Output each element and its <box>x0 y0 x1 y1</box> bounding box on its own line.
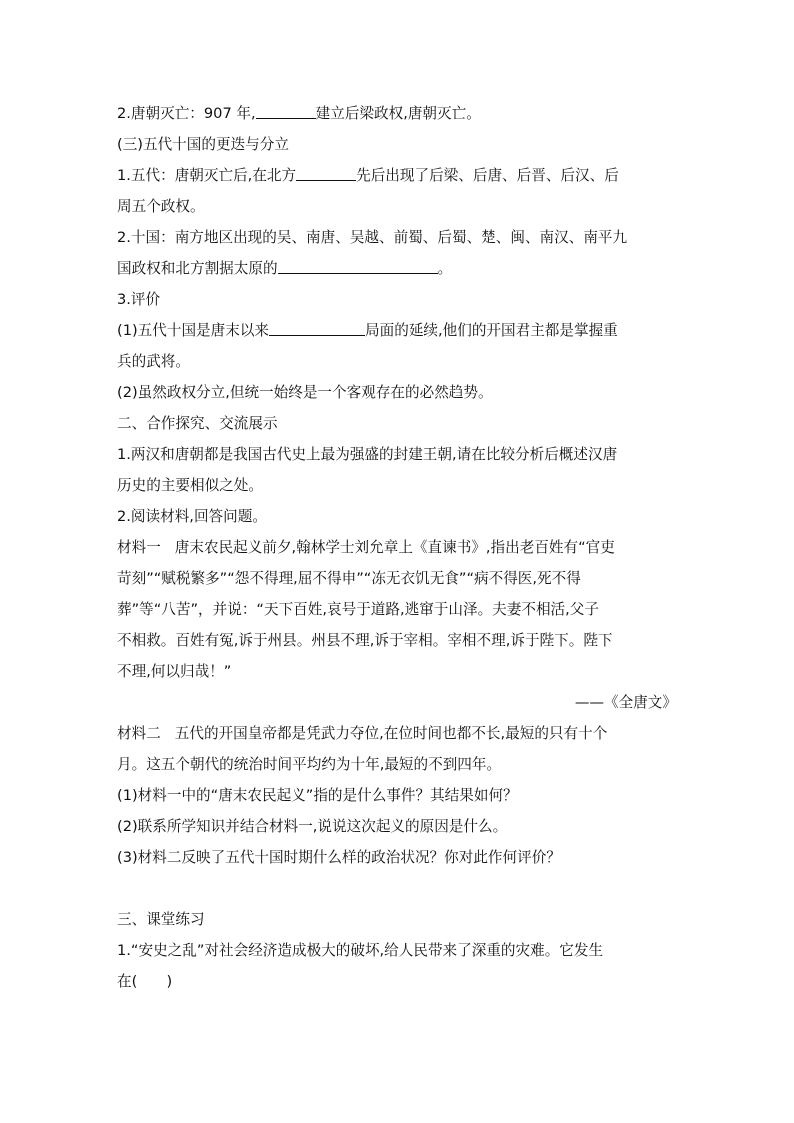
sub-question-1: (1)材料一中的“唐末农民起义”指的是什么事件？其结果如何？ <box>117 787 518 804</box>
evaluation-p1-prefix: (1)五代十国是唐末以来 <box>117 322 270 339</box>
material-1-label: 材料一 <box>117 539 161 556</box>
evaluation-point-1-cont: 兵的武将。 <box>117 353 190 370</box>
question-1-line-2: 历史的主要相似之处。 <box>117 477 263 494</box>
shiguo-line-1: 2.十国：南方地区出现的吴、南唐、吴越、前蜀、后蜀、楚、闽、南汉、南平九 <box>117 229 628 246</box>
material-2-line-2: 月。这五个朝代的统治时间平均约为十年,最短的不到四年。 <box>117 756 502 773</box>
material-1-line-2: 苛刻”“赋税繁多”“怨不得理,屈不得申”“冻无衣饥无食”“病不得医,死不得 <box>117 570 581 587</box>
shiguo-prefix: 国政权和北方割据太原的 <box>117 260 278 277</box>
shiguo-suffix: 。 <box>437 260 453 277</box>
material-2-label: 材料二 <box>117 725 161 742</box>
sub-question-3: (3)材料二反映了五代十国时期什么样的政治状况？你对此作何评价？ <box>117 849 561 866</box>
section-three-practice-heading: 三、课堂练习 <box>117 911 205 928</box>
practice-question-1-line-2: 在( ) <box>117 973 173 990</box>
section-three-heading: (三)五代十国的更迭与分立 <box>117 136 289 153</box>
wudai-suffix: 先后出现了后梁、后唐、后晋、后汉、后 <box>356 167 619 184</box>
shiguo-line-2 <box>117 253 677 284</box>
material-1-source: ——《全唐文》 <box>574 694 677 711</box>
tang-collapse-prefix: 2.唐朝灭亡：907 年, <box>117 105 256 122</box>
wudai-line-2: 周五个政权。 <box>117 198 205 215</box>
evaluation-point-2: (2)虽然政权分立,但统一始终是一个客观存在的必然趋势。 <box>117 384 493 401</box>
fill-blank-2[interactable] <box>296 163 356 181</box>
evaluation-title: 3.评价 <box>117 291 161 308</box>
material-1-line-4: 不相救。百姓有冤,诉于州县。州县不理,诉于宰相。宰相不理,诉于陛下。陛下 <box>117 632 613 649</box>
blank-gap <box>117 873 677 904</box>
practice-question-1-line-1: 1.“安史之乱”对社会经济造成极大的破坏,给人民带来了深重的灾难。它发生 <box>117 942 604 959</box>
wudai-line-1 <box>117 160 677 191</box>
tang-collapse-line <box>117 98 677 129</box>
evaluation-point-1 <box>117 315 677 346</box>
material-2-line-1 <box>117 718 677 749</box>
fill-blank-3[interactable] <box>278 256 438 274</box>
fill-blank-4[interactable] <box>269 318 365 336</box>
material-1-text: 唐末农民起义前夕,翰林学士刘允章上《直谏书》,指出老百姓有“官吏 <box>174 539 615 556</box>
wudai-prefix: 1.五代：唐朝灭亡后,在北方 <box>117 167 297 184</box>
tang-collapse-suffix: 建立后梁政权,唐朝灭亡。 <box>315 105 481 122</box>
fill-blank-1[interactable] <box>256 101 316 119</box>
material-2-text: 五代的开国皇帝都是凭武力夺位,在位时间也都不长,最短的只有十个 <box>174 725 608 742</box>
evaluation-p1-suffix: 局面的延续,他们的开国君主都是掌握重 <box>365 322 618 339</box>
sub-question-2: (2)联系所学知识并结合材料一,说说这次起义的原因是什么。 <box>117 818 508 835</box>
material-1-line-1 <box>117 532 677 563</box>
section-two-heading: 二、合作探究、交流展示 <box>117 415 278 432</box>
question-1-line-1: 1.两汉和唐朝都是我国古代史上最为强盛的封建王朝,请在比较分析后概述汉唐 <box>117 446 618 463</box>
material-1-line-3: 葬”等“八苦”，并说：“天下百姓,哀号于道路,逃窜于山泽。夫妻不相活,父子 <box>117 601 599 618</box>
document-page <box>117 98 677 997</box>
question-2: 2.阅读材料,回答问题。 <box>117 508 267 525</box>
material-1-line-5: 不理,何以归哉！” <box>117 663 232 680</box>
